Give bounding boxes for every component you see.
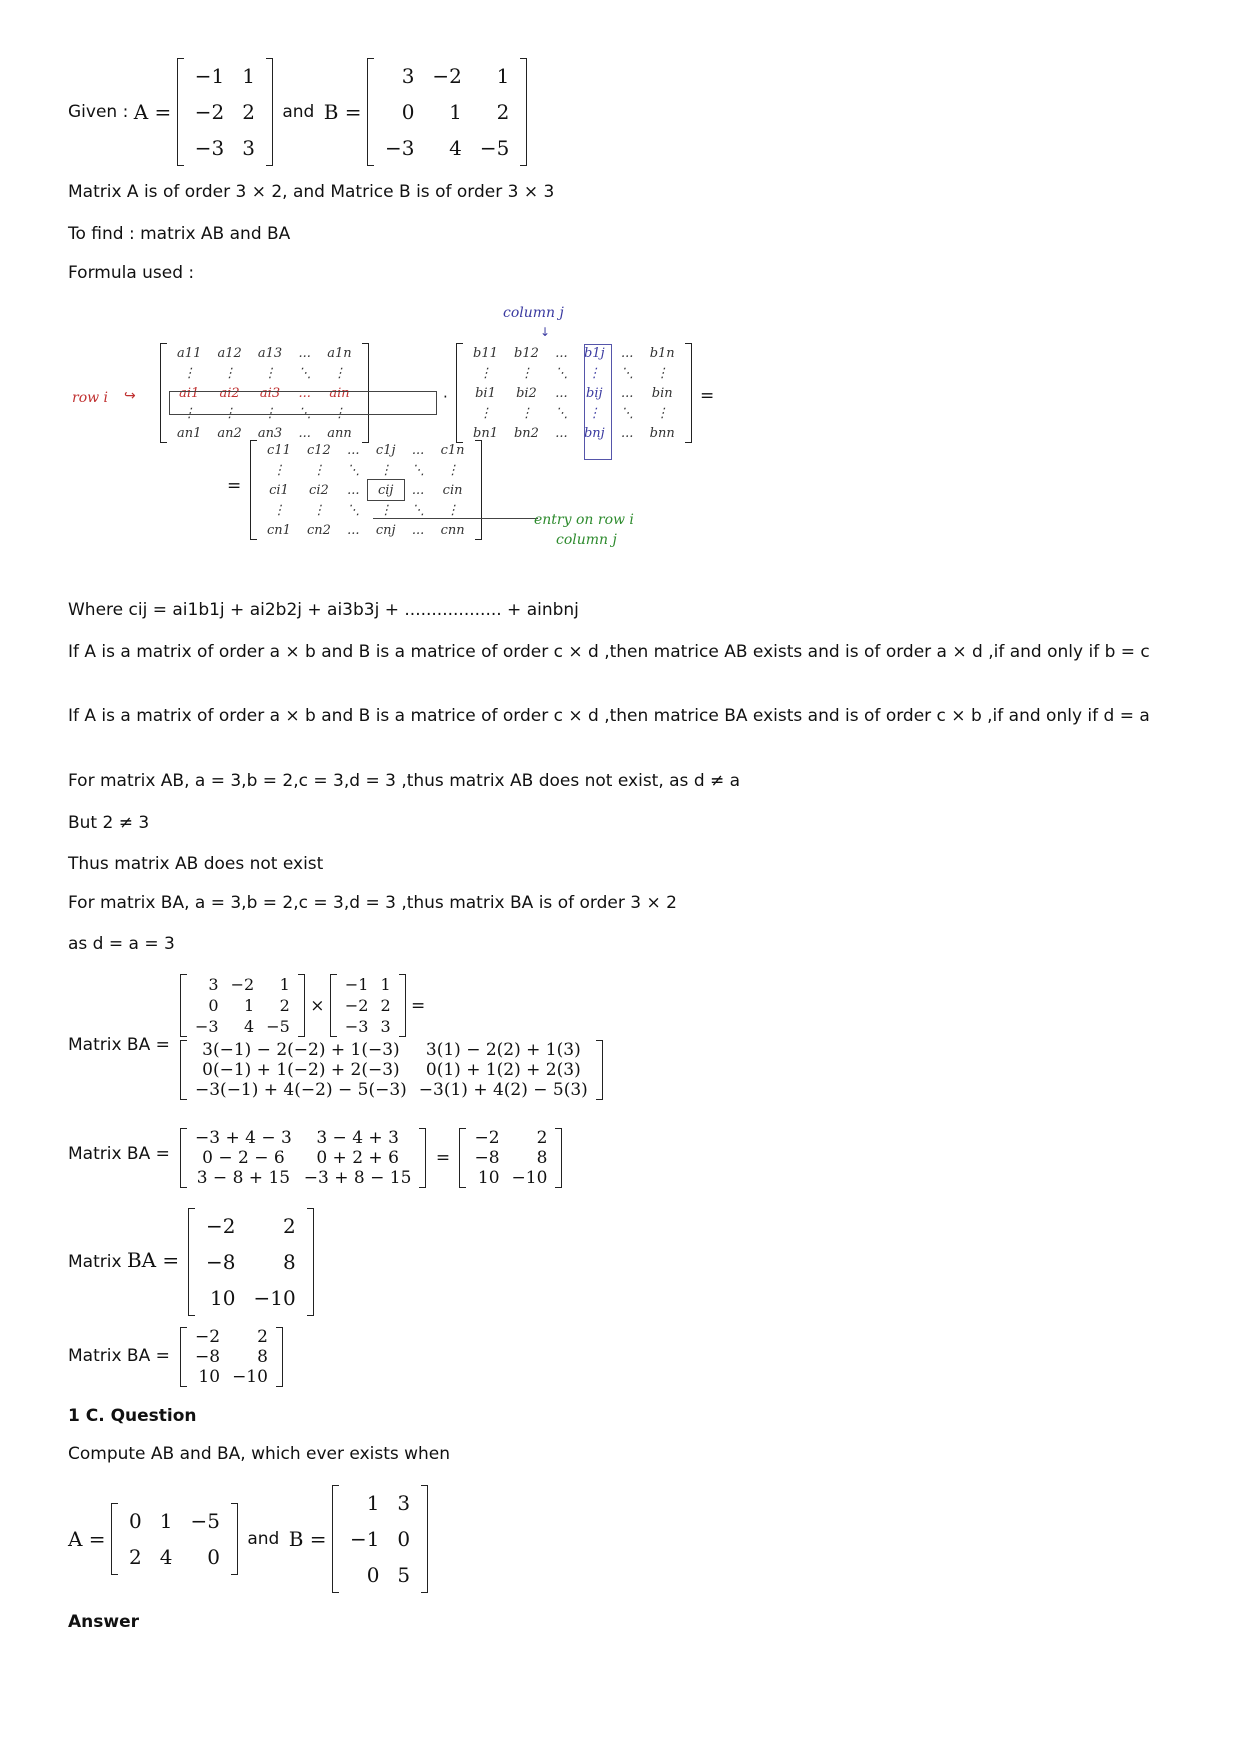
matrix-cell: −5 xyxy=(190,1509,220,1533)
matrix-cell: −2 xyxy=(432,64,462,88)
matrix-row xyxy=(339,974,397,995)
matrix-row xyxy=(339,995,397,1016)
q-b-label: B = xyxy=(288,1527,327,1551)
matrix-cell: cin xyxy=(442,482,463,498)
matrix-cell: 2 xyxy=(279,996,290,1015)
matrix-cell: ⋮ xyxy=(272,502,286,518)
matrix-row xyxy=(376,94,518,130)
matrix-cell: ⋮ xyxy=(587,365,601,381)
matrix-cell: −1 xyxy=(194,64,225,88)
matrix-row xyxy=(259,460,473,480)
matrix-row xyxy=(465,363,683,383)
matrix-cell: ⋮ xyxy=(519,365,533,381)
matrix-row xyxy=(468,1128,553,1148)
given-line xyxy=(68,58,527,166)
ba-check-text: For matrix BA, a = 3,b = 2,c = 3,d = 3 ,thus matrix BA is of order 3 × 2 xyxy=(68,893,677,913)
as-text: as d = a = 3 xyxy=(68,934,175,954)
q-matrix-b xyxy=(332,1485,428,1593)
q-matrix-a xyxy=(111,1503,238,1575)
given-a-label: A = xyxy=(133,100,172,124)
matrix-cell: 3 xyxy=(401,64,415,88)
matrix-cell: 8 xyxy=(536,1148,548,1168)
matrix-cell: ⋱ xyxy=(346,462,360,478)
matrix-cell: ... xyxy=(347,482,360,498)
matrix-cell: −2 xyxy=(344,996,369,1015)
matrix-cell: 0 xyxy=(366,1563,380,1587)
question-heading: 1 C. Question xyxy=(68,1406,197,1426)
matrix-cell: 0(−1) + 1(−2) + 2(−3) xyxy=(202,1060,400,1080)
row-i-label: row i xyxy=(72,390,109,406)
matrix-cell: ⋮ xyxy=(519,405,533,421)
matrix-cell: 1 xyxy=(242,64,255,88)
matrix-cell: ⋮ xyxy=(263,365,277,381)
matrix-cell: −3 xyxy=(194,136,225,160)
ba-step1-label: Matrix BA = xyxy=(68,1035,170,1055)
matrix-cell: −8 xyxy=(206,1250,236,1274)
matrix-cell: −3 xyxy=(344,1017,369,1036)
matrix-row xyxy=(120,1539,229,1575)
matrix-cell: bin xyxy=(651,385,673,401)
matrix-row xyxy=(341,1557,419,1593)
matrix-cell: an1 xyxy=(177,425,202,441)
matrix-cell: ⋮ xyxy=(272,462,286,478)
matrix-row xyxy=(189,1327,274,1347)
matrix-row xyxy=(468,1168,553,1188)
ba-step1-top: 3 −2 1 0 1 2 −3 4 −5 × −1 1 −2 2 −3 3 = xyxy=(180,974,425,1037)
matrix-cell: ⋱ xyxy=(298,365,312,381)
matrix-row xyxy=(197,1208,305,1244)
matrix-cell: ... xyxy=(620,425,634,441)
matrix-cell: 10 xyxy=(198,1367,221,1387)
matrix-row xyxy=(465,403,683,423)
matrix-cell: 3(1) − 2(2) + 1(3) xyxy=(425,1040,581,1060)
matrix-cell: b1n xyxy=(649,345,675,361)
ba-step1-matrix-b xyxy=(180,974,305,1037)
matrix-cell: 0(1) + 1(2) + 2(3) xyxy=(425,1060,581,1080)
matrix-row xyxy=(197,1280,305,1316)
matrix-cell: ⋱ xyxy=(620,405,634,421)
answer-heading: Answer xyxy=(68,1612,139,1632)
down-arrow-icon: ↓ xyxy=(540,325,551,339)
matrix-row xyxy=(189,974,296,995)
matrix-cell: 2 xyxy=(536,1128,548,1148)
matrix-cell: ai1 xyxy=(179,385,200,401)
equals-sign-2: = xyxy=(227,476,242,496)
matrix-cell: −8 xyxy=(474,1148,500,1168)
matrix-cell: ... xyxy=(555,345,568,361)
matrix-row xyxy=(259,520,473,540)
matrix-row xyxy=(339,1016,397,1037)
matrix-row xyxy=(197,1244,305,1280)
matrix-cell: c1j xyxy=(375,442,396,458)
matrix-cell: 10 xyxy=(477,1168,500,1188)
matrix-cell: ⋮ xyxy=(182,405,196,421)
given-and: and xyxy=(282,102,315,122)
matrix-cell: cij xyxy=(368,480,404,500)
pointer-line xyxy=(373,518,538,519)
matrix-cell: 1 xyxy=(244,996,255,1015)
matrix-cell: ... xyxy=(347,522,360,538)
matrix-cell: 1 xyxy=(380,975,391,994)
matrix-cell: −10 xyxy=(511,1168,548,1188)
matrix-cell: 3 − 4 + 3 xyxy=(316,1128,399,1148)
matrix-cell: bij xyxy=(586,385,603,401)
matrix-cell: bn1 xyxy=(473,425,498,441)
matrix-cell: b11 xyxy=(473,345,498,361)
matrix-row xyxy=(189,1040,594,1060)
matrix-cell: ai2 xyxy=(219,385,240,401)
matrix-cell: bi2 xyxy=(516,385,537,401)
matrix-cell: ... xyxy=(411,522,425,538)
matrix-cell: ⋮ xyxy=(478,405,492,421)
matrix-row xyxy=(189,1367,274,1387)
matrix-cell: 3 − 8 + 15 xyxy=(196,1168,291,1188)
given-prefix: Given : xyxy=(68,102,129,122)
matrix-cell: ⋮ xyxy=(655,405,669,421)
matrix-cell: 3(−1) − 2(−2) + 1(−3) xyxy=(202,1040,400,1060)
matrix-cell: ⋱ xyxy=(411,462,425,478)
matrix-cell: a13 xyxy=(257,345,283,361)
matrix-cell: b1j xyxy=(583,345,605,361)
matrix-cell: cn1 xyxy=(267,522,291,538)
q-a-label: A = xyxy=(68,1527,106,1551)
matrix-row xyxy=(341,1485,419,1521)
matrix-cell: cn2 xyxy=(306,522,331,538)
matrix-cell: ... xyxy=(411,482,425,498)
question-matrices xyxy=(68,1485,428,1593)
matrix-cell: ai3 xyxy=(259,385,281,401)
matrix-row xyxy=(468,1148,553,1168)
matrix-cell: 3 xyxy=(208,975,219,994)
matrix-cell: ⋮ xyxy=(332,405,346,421)
ba-step1-product xyxy=(180,1040,603,1100)
matrix-cell: 2 xyxy=(282,1214,296,1238)
dot-operator: · xyxy=(443,388,448,406)
matrix-cell: ⋮ xyxy=(587,405,601,421)
matrix-row xyxy=(341,1521,419,1557)
matrix-cell: ann xyxy=(327,425,352,441)
matrix-row xyxy=(186,130,264,166)
matrix-cell: ⋮ xyxy=(379,462,393,478)
matrix-cell: ⋮ xyxy=(182,365,196,381)
matrix-cell: c1n xyxy=(440,442,465,458)
matrix-row xyxy=(465,343,683,363)
matrix-cell: ⋮ xyxy=(332,365,346,381)
matrix-cell: bnj xyxy=(583,425,605,441)
ab-check-text: For matrix AB, a = 3,b = 2,c = 3,d = 3 ,thus matrix AB does not exist, as d ≠ a xyxy=(68,771,741,791)
ba-step2-expr-matrix xyxy=(180,1128,426,1188)
equals-sign: = xyxy=(700,386,715,406)
figure-matrix-b xyxy=(456,343,692,443)
matrix-cell: ⋱ xyxy=(411,502,425,518)
matrix-cell: 2 xyxy=(128,1545,142,1569)
matrix-row xyxy=(120,1503,229,1539)
where-formula: Where cij = ai1b1j + ai2b2j + ai3b3j + .................. + ainbnj xyxy=(68,600,579,620)
matrix-cell: 10 xyxy=(210,1286,236,1310)
matrix-cell: −10 xyxy=(232,1367,268,1387)
matrix-cell: ... xyxy=(620,385,634,401)
matrix-cell: ⋱ xyxy=(620,365,634,381)
matrix-cell: ci2 xyxy=(309,482,329,498)
matrix-cell: ... xyxy=(555,425,568,441)
matrix-cell: an2 xyxy=(217,425,242,441)
row-highlight-box xyxy=(169,391,437,415)
matrix-cell: −1 xyxy=(349,1527,380,1551)
matrix-cell: ... xyxy=(298,345,311,361)
matrix-row xyxy=(189,1168,417,1188)
ba-step2-result-matrix xyxy=(459,1128,562,1188)
order-text: Matrix A is of order 3 × 2, and Matrice B is of order 3 × 3 xyxy=(68,182,555,202)
matrix-cell: −3 + 8 − 15 xyxy=(303,1168,412,1188)
matrix-cell: −2 xyxy=(206,1214,236,1238)
matrix-cell: 0 xyxy=(401,100,415,124)
matrix-cell: ⋮ xyxy=(223,405,237,421)
matrix-cell: 3 xyxy=(380,1017,391,1036)
matrix-cell: −3 xyxy=(195,1017,219,1036)
ba-step3-matrix xyxy=(188,1208,314,1316)
matrix-multiplication-figure xyxy=(60,298,715,588)
ba-step4-label: Matrix BA = xyxy=(68,1346,170,1366)
matrix-cell: a12 xyxy=(217,345,242,361)
matrix-cell: bnn xyxy=(649,425,675,441)
matrix-row xyxy=(189,1060,594,1080)
matrix-cell: 0 xyxy=(207,1545,220,1569)
q-and: and xyxy=(247,1529,280,1549)
matrix-row xyxy=(465,383,683,403)
matrix-row xyxy=(259,440,473,460)
matrix-cell: 1 xyxy=(159,1509,173,1533)
matrix-cell: bi1 xyxy=(475,385,496,401)
matrix-cell: a1n xyxy=(327,345,352,361)
matrix-cell: −2 xyxy=(474,1128,500,1148)
matrix-cell: −5 xyxy=(266,1017,290,1036)
ba-step3-label: Matrix BA = xyxy=(68,1248,180,1272)
matrix-cell: ... xyxy=(298,425,311,441)
entry-label-2: column j xyxy=(556,532,617,548)
matrix-row xyxy=(259,480,473,500)
matrix-cell: c11 xyxy=(267,442,291,458)
ba-step2-row: −3 + 4 − 3 3 − 4 + 3 0 − 2 − 6 0 + 2 + 6 3 − 8 + 15 −3 + 8 − 15 = −2 2 −8 8 10 −10 xyxy=(180,1128,562,1188)
matrix-cell: −2 xyxy=(194,100,225,124)
matrix-cell: 4 xyxy=(244,1017,255,1036)
matrix-cell: ... xyxy=(411,442,425,458)
matrix-cell: ⋮ xyxy=(312,462,326,478)
matrix-row xyxy=(186,58,264,94)
matrix-cell: 0 + 2 + 6 xyxy=(316,1148,399,1168)
matrix-cell: 0 xyxy=(128,1509,142,1533)
matrix-row xyxy=(189,1148,417,1168)
matrix-cell: ... xyxy=(620,345,634,361)
matrix-cell: 5 xyxy=(397,1563,411,1587)
matrix-cell: ⋮ xyxy=(263,405,277,421)
matrix-row xyxy=(376,130,518,166)
matrix-cell: 4 xyxy=(449,136,462,160)
matrix-cell: 2 xyxy=(380,996,391,1015)
matrix-cell: −5 xyxy=(479,136,510,160)
matrix-cell: 8 xyxy=(282,1250,296,1274)
matrix-row xyxy=(465,423,683,443)
entry-label-1: entry on row i xyxy=(534,512,634,528)
matrix-cell: 2 xyxy=(257,1327,268,1347)
matrix-cell: 1 xyxy=(279,975,290,994)
question-text: Compute AB and BA, which ever exists when xyxy=(68,1444,451,1464)
matrix-cell: 1 xyxy=(449,100,462,124)
matrix-cell: −3(−1) + 4(−2) − 5(−3) xyxy=(195,1080,407,1100)
matrix-cell: 1 xyxy=(496,64,510,88)
matrix-row xyxy=(169,363,360,383)
but-text: But 2 ≠ 3 xyxy=(68,813,150,833)
given-matrix-b xyxy=(367,58,527,166)
matrix-cell: ... xyxy=(298,385,311,401)
matrix-cell: ci1 xyxy=(269,482,289,498)
matrix-row xyxy=(189,1128,417,1148)
matrix-cell: ⋱ xyxy=(554,405,568,421)
matrix-row xyxy=(189,1016,296,1037)
matrix-cell: an3 xyxy=(257,425,283,441)
matrix-cell: 2 xyxy=(242,100,255,124)
matrix-cell: ⋮ xyxy=(478,365,492,381)
matrix-cell: ⋮ xyxy=(223,365,237,381)
matrix-cell: −3(1) + 4(2) − 5(3) xyxy=(418,1080,588,1100)
ba-step1-product-matrix xyxy=(180,1040,603,1100)
matrix-cell: a11 xyxy=(177,345,202,361)
matrix-cell: bn2 xyxy=(513,425,539,441)
matrix-cell: −3 + 4 − 3 xyxy=(195,1128,292,1148)
formula-used-text: Formula used : xyxy=(68,263,195,283)
ba-step1-matrix-a xyxy=(330,974,406,1037)
matrix-row xyxy=(189,1347,274,1367)
matrix-cell: ⋮ xyxy=(655,365,669,381)
matrix-cell: 3 xyxy=(397,1491,411,1515)
matrix-cell: ⋮ xyxy=(312,502,326,518)
matrix-cell: 8 xyxy=(257,1347,268,1367)
matrix-row xyxy=(186,94,264,130)
matrix-cell: c12 xyxy=(306,442,331,458)
matrix-cell: 0 xyxy=(208,996,219,1015)
matrix-cell: ⋱ xyxy=(554,365,568,381)
matrix-cell: 4 xyxy=(159,1545,173,1569)
ba-rule-text: If A is a matrix of order a × b and B is a matrice of order c × d ,then matrice BA exists and is of order c × b ,if and only if d = a xyxy=(68,706,1150,726)
given-b-label: B = xyxy=(323,100,362,124)
matrix-cell: cnn xyxy=(440,522,465,538)
matrix-cell: b12 xyxy=(514,345,539,361)
matrix-cell: ... xyxy=(555,385,568,401)
matrix-cell: 1 xyxy=(366,1491,380,1515)
matrix-row xyxy=(189,995,296,1016)
ba-step4-matrix xyxy=(180,1327,283,1387)
matrix-cell: ⋮ xyxy=(446,462,460,478)
matrix-cell: −8 xyxy=(195,1347,221,1367)
matrix-row xyxy=(189,1080,594,1100)
hook-arrow-icon: ↪ xyxy=(124,388,136,404)
matrix-cell: 2 xyxy=(496,100,510,124)
matrix-cell: ain xyxy=(329,385,350,401)
matrix-cell: −2 xyxy=(230,975,255,994)
matrix-cell: ⋮ xyxy=(379,502,393,518)
figure-matrix-c xyxy=(250,440,482,540)
column-highlight-box xyxy=(584,344,612,460)
matrix-cell: −1 xyxy=(344,975,369,994)
matrix-cell: −2 xyxy=(195,1327,221,1347)
matrix-row xyxy=(376,58,518,94)
column-j-label: column j xyxy=(503,305,564,321)
thus-text: Thus matrix AB does not exist xyxy=(68,854,324,874)
given-matrix-a xyxy=(177,58,273,166)
matrix-cell: −3 xyxy=(384,136,415,160)
matrix-cell: ⋱ xyxy=(346,502,360,518)
matrix-row xyxy=(259,500,473,520)
to-find-text: To find : matrix AB and BA xyxy=(68,224,291,244)
matrix-cell: ⋱ xyxy=(298,405,312,421)
ab-rule-text: If A is a matrix of order a × b and B is a matrice of order c × d ,then matrice AB exists and is of order a × d ,if and only if b = c xyxy=(68,642,1150,662)
matrix-row xyxy=(169,343,360,363)
matrix-cell: ... xyxy=(347,442,360,458)
matrix-cell: 0 − 2 − 6 xyxy=(202,1148,285,1168)
matrix-cell: 0 xyxy=(397,1527,411,1551)
matrix-cell: cnj xyxy=(375,522,396,538)
ba-step2-label: Matrix BA = xyxy=(68,1144,170,1164)
matrix-cell: −10 xyxy=(253,1286,296,1310)
matrix-cell: 3 xyxy=(242,136,255,160)
matrix-cell: ⋮ xyxy=(446,502,460,518)
